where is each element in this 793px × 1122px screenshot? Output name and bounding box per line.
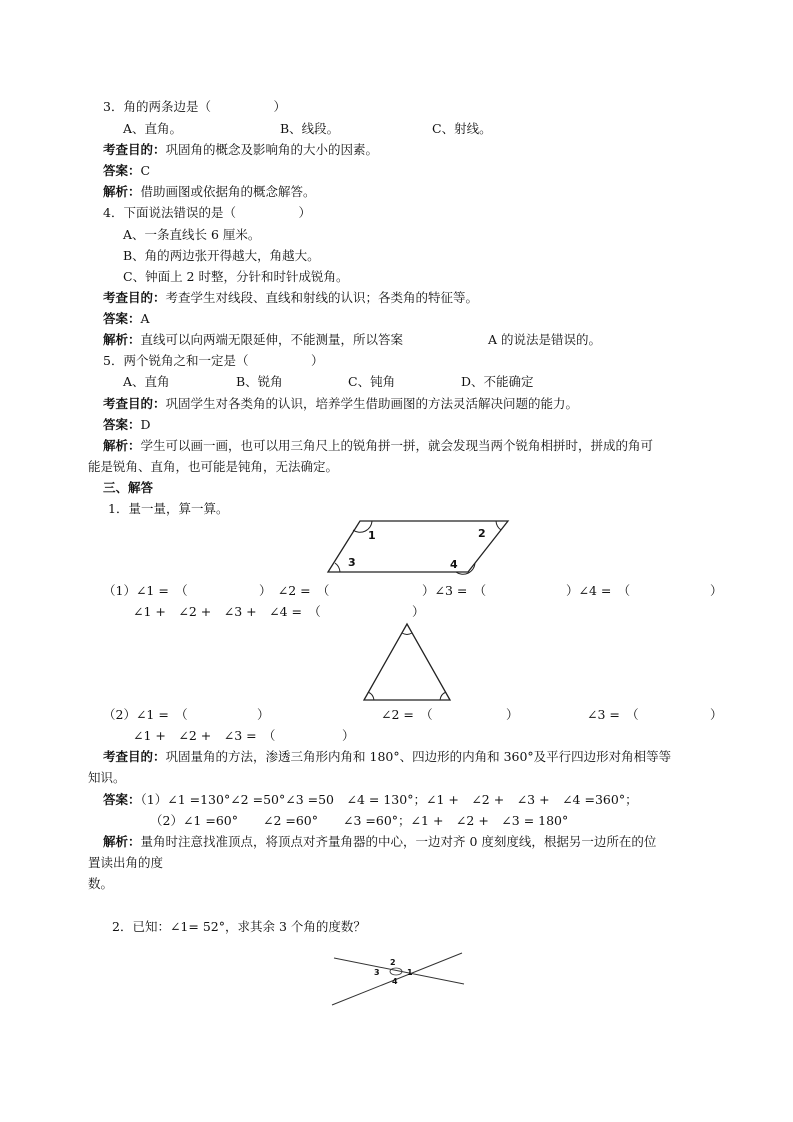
s3-analysis-line2: 置读出角的度 — [88, 855, 164, 870]
q4-analysis: 解析：直线可以向两端无限延伸，不能测量，所以答案 — [103, 332, 404, 347]
q5-option-a: A、直角 — [123, 374, 170, 389]
q5-option-c: C、钝角 — [348, 374, 396, 389]
p2-line1-c: ∠2 = （ — [381, 707, 433, 722]
triangle-shape — [364, 624, 450, 700]
q4-option-a: A、一条直线长 6 厘米。 — [123, 227, 261, 242]
p1-line1-c: ）∠3 = （ — [422, 583, 487, 598]
triangle-arc-left — [368, 692, 374, 700]
q5-purpose: 考查目的：巩固学生对各类角的认识，培养学生借助画图的方法灵活解决问题的能力。 — [103, 396, 579, 411]
q5-answer: 答案：D — [103, 417, 151, 432]
q5-option-b: B、锐角 — [236, 374, 283, 389]
q4-purpose: 考查目的：考查学生对线段、直线和射线的认识；各类角的特征等。 — [103, 290, 479, 305]
cross-label-2: 2 — [390, 958, 396, 967]
p1-line1-a: （1）∠1 = （ — [103, 583, 188, 598]
s3-analysis-line3: 数。 — [88, 876, 114, 891]
q5-analysis-cont: 能是锐角、直角，也可能是钝角，无法确定。 — [88, 459, 339, 474]
q5-stem: 5．两个锐角之和一定是（ ） — [103, 353, 324, 368]
q1-stem: 1．量一量，算一算。 — [108, 501, 229, 516]
p1-line1-e: ） — [710, 583, 723, 598]
q5-option-d: D、不能确定 — [461, 374, 534, 389]
cross-label-1: 1 — [407, 968, 413, 977]
s3-answer: 答案：（1）∠1 =130°∠2 =50°∠3 =50 ∠4 = 130°；∠1 + ∠2 + ∠3 + ∠4 =360°； — [103, 792, 638, 807]
p1-line2-b: ） — [412, 604, 425, 619]
s3-purpose-cont: 知识。 — [88, 770, 126, 785]
q3-answer: 答案：C — [103, 163, 151, 178]
p2-line1-f: ） — [710, 707, 723, 722]
cross-label-4: 4 — [392, 977, 398, 986]
q4-analysis-tail: A 的说法是错误的。 — [488, 332, 602, 347]
p2-line1-d: ） — [506, 707, 519, 722]
s3-analysis: 解析：量角时注意找准顶点，将顶点对齐量角器的中心，一边对齐 0 度刻度线，根据另一边所在的位 — [103, 834, 657, 849]
q3-analysis: 解析：借助画图或依据角的概念解答。 — [103, 184, 316, 199]
q3-stem: 3．角的两条边是（ ） — [103, 99, 286, 114]
q3-option-a: A、直角。 — [123, 121, 183, 136]
s3-answer-line2: （2）∠1 =60° ∠2 =60° ∠3 =60°；∠1 + ∠2 + ∠3 = 180° — [150, 813, 569, 828]
p1-line1-b: ） ∠2 = （ — [259, 583, 330, 598]
p2-line1-a: （2）∠1 = （ — [103, 707, 188, 722]
q3-purpose: 考查目的：巩固角的概念及影响角的大小的因素。 — [103, 142, 379, 157]
p2-line2-b: ） — [342, 728, 355, 743]
q4-option-b: B、角的两边张开得越大，角越大。 — [123, 248, 320, 263]
parallelogram-label-1: 1 — [368, 529, 376, 542]
parallelogram-label-2: 2 — [478, 527, 486, 540]
q3-option-c: C、射线。 — [432, 121, 492, 136]
angle-arc-2 — [496, 521, 501, 530]
angle-arc-3 — [335, 563, 340, 572]
s3-purpose: 考查目的：巩固量角的方法，渗透三角形内角和 180°、四边形的内角和 360°及平行四边形对角相等等 — [103, 749, 672, 764]
q4-answer: 答案：A — [103, 311, 150, 326]
q2-stem: 2．已知：∠1= 52°，求其余 3 个角的度数？ — [112, 919, 366, 934]
p2-line2-a: ∠1 + ∠2 + ∠3 = （ — [133, 728, 276, 743]
line-a — [334, 958, 464, 984]
parallelogram-figure — [320, 516, 520, 578]
p1-line1-d: ）∠4 = （ — [566, 583, 631, 598]
intersecting-lines-figure — [328, 950, 468, 1010]
parallelogram-label-3: 3 — [348, 556, 356, 569]
p2-line1-e: ∠3 = （ — [587, 707, 639, 722]
section-title: 三、解答 — [103, 480, 154, 495]
parallelogram-label-4: 4 — [450, 558, 458, 571]
triangle-arc-top — [402, 633, 412, 634]
triangle-arc-right — [440, 692, 446, 700]
p1-line2-a: ∠1 + ∠2 + ∠3 + ∠4 = （ — [133, 604, 321, 619]
q3-option-b: B、线段。 — [280, 121, 340, 136]
triangle-figure — [360, 620, 454, 704]
q4-option-c: C、钟面上 2 时整，分针和时针成锐角。 — [123, 269, 349, 284]
q5-analysis: 解析：学生可以画一画，也可以用三角尺上的锐角拼一拼，就会发现当两个锐角相拼时，拼成的角可 — [103, 438, 654, 453]
p2-line1-b: ） — [257, 707, 270, 722]
cross-label-3: 3 — [374, 968, 380, 977]
q4-stem: 4．下面说法错误的是（ ） — [103, 205, 311, 220]
